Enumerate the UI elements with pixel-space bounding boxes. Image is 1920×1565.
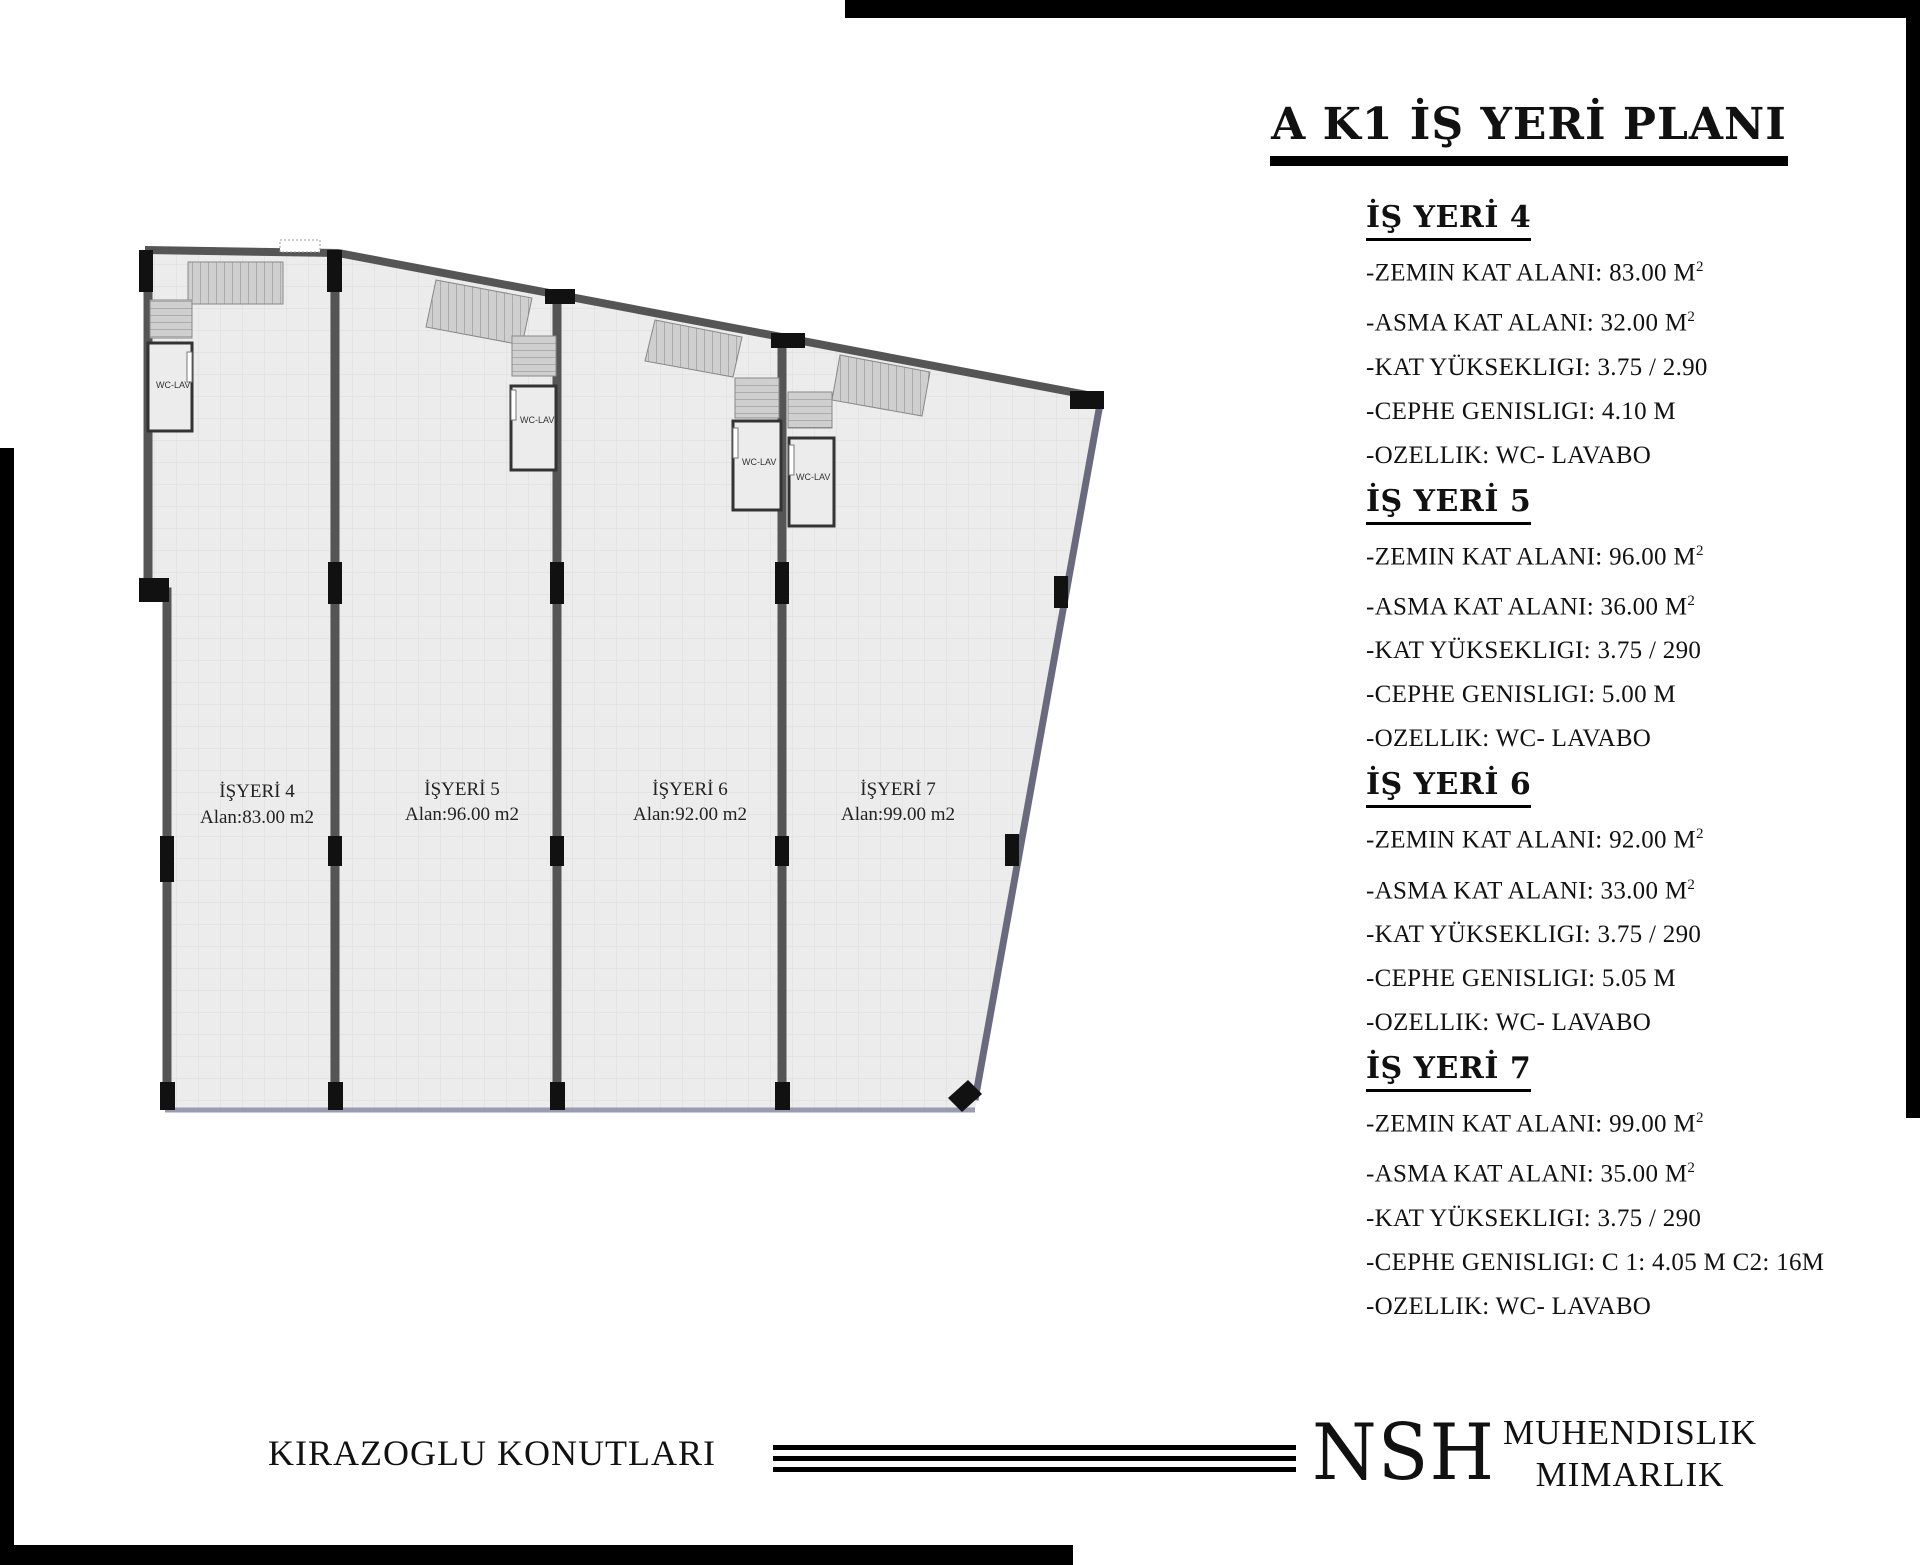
column [1054, 576, 1068, 608]
spec-line: -OZELLIK: WC- LAVABO [1366, 1292, 1652, 1320]
wc-label: WC-LAV [796, 472, 831, 482]
column [328, 836, 342, 866]
spec-line: -KAT YÜKSEKLIGI: 3.75 / 290 [1366, 637, 1702, 665]
wc-room [789, 438, 834, 526]
footer-rule [773, 1467, 1296, 1472]
room-name-isyeri-4: İŞYERİ 4 [219, 781, 295, 802]
footer-rule [773, 1456, 1296, 1461]
stair-flight [150, 300, 192, 338]
room-area-isyeri-4: Alan:83.00 m2 [200, 807, 314, 828]
wc-room [511, 386, 556, 470]
column [139, 578, 169, 602]
column [160, 836, 174, 882]
column [328, 1082, 343, 1110]
column [1070, 391, 1104, 409]
spec-line: -KAT YÜKSEKLIGI: 3.75 / 2.90 [1366, 353, 1708, 381]
room-name-isyeri-7: İŞYERİ 7 [860, 779, 936, 800]
spec-line: -CEPHE GENISLIGI: C 1: 4.05 M C2: 16M [1366, 1248, 1825, 1276]
room-area-isyeri-6: Alan:92.00 m2 [633, 804, 747, 825]
spec-group-isyeri-5 [1366, 482, 1906, 762]
column [1005, 834, 1019, 866]
unit-specs [1366, 198, 1906, 1329]
stair-flight [735, 378, 779, 418]
wc-label: WC-LAV [520, 415, 555, 425]
spec-line: -KAT YÜKSEKLIGI: 3.75 / 290 [1366, 1204, 1702, 1232]
page-title: A K1 İŞ YERİ PLANI [1271, 99, 1787, 150]
spec-group-isyeri-7 [1366, 1049, 1906, 1329]
spec-line: -ASMA KAT ALANI: 32.00 $M^2$ [1366, 309, 1696, 337]
column [550, 562, 564, 604]
door-opening [280, 240, 320, 252]
column [775, 562, 789, 604]
spec-line: -OZELLIK: WC- LAVABO [1366, 1008, 1652, 1036]
spec-line: -ASMA KAT ALANI: 33.00 $M^2$ [1366, 876, 1696, 904]
column [775, 836, 789, 866]
spec-group-isyeri-4 [1366, 198, 1906, 478]
stair-flight [512, 336, 556, 376]
room-name-isyeri-5: İŞYERİ 5 [424, 779, 500, 800]
spec-group-isyeri-6 [1366, 765, 1906, 1045]
title-underline [1270, 156, 1788, 166]
spec-line: -ZEMIN KAT ALANI: 96.00 $M^2$ [1366, 542, 1704, 570]
wc-label: WC-LAV [156, 380, 191, 390]
spec-line: -ASMA KAT ALANI: 36.00 $M^2$ [1366, 592, 1696, 621]
project-name: KIRAZOGLU KONUTLARI [268, 1433, 716, 1473]
column [550, 1082, 565, 1110]
column [327, 250, 342, 292]
spec-line: -ASMA KAT ALANI: 35.00 $M^2$ [1366, 1160, 1696, 1188]
footer-rule [773, 1445, 1296, 1450]
spec-line: -CEPHE GENISLIGI: 5.05 M [1366, 964, 1676, 992]
wc-door [187, 352, 192, 382]
column [550, 836, 564, 866]
spec-line: -ZEMIN KAT ALANI: 99.00 $M^2$ [1366, 1109, 1704, 1138]
stair-flight [188, 262, 283, 304]
spec-heading: İŞ YERİ 4 [1366, 198, 1531, 241]
firm-name [1490, 1412, 1770, 1496]
column [545, 289, 575, 304]
room-name-isyeri-6: İŞYERİ 6 [652, 779, 728, 800]
spec-line: -ZEMIN KAT ALANI: 83.00 $M^2$ [1366, 259, 1704, 287]
room-area-isyeri-5: Alan:96.00 m2 [405, 804, 519, 825]
spec-heading: İŞ YERİ 6 [1366, 765, 1531, 808]
column [328, 562, 342, 604]
column [160, 1082, 175, 1110]
spec-line: -CEPHE GENISLIGI: 5.00 M [1366, 681, 1676, 709]
wc-door [789, 445, 794, 475]
spec-line: -CEPHE GENISLIGI: 4.10 M [1366, 397, 1676, 425]
title-block [1270, 98, 1788, 166]
spec-heading: İŞ YERİ 7 [1366, 1049, 1531, 1092]
stair-flight [788, 392, 832, 428]
spec-heading: İŞ YERİ 5 [1366, 482, 1531, 525]
wc-label: WC-LAV [742, 457, 777, 467]
wc-door [733, 428, 738, 458]
column [775, 1082, 790, 1110]
column [771, 333, 805, 348]
spec-line: -OZELLIK: WC- LAVABO [1366, 725, 1652, 753]
spec-line: -OZELLIK: WC- LAVABO [1366, 441, 1652, 469]
room-area-isyeri-7: Alan:99.00 m2 [841, 804, 955, 825]
firm-name-line-1: MUHENDISLIK [1502, 1413, 1758, 1452]
firm-logo: NSH [1312, 1407, 1495, 1499]
spec-line: -KAT YÜKSEKLIGI: 3.75 / 290 [1366, 920, 1702, 948]
column [139, 250, 153, 292]
firm-name-line-2: MIMARLIK [1535, 1455, 1725, 1494]
wc-door [511, 390, 516, 420]
spec-line: -ZEMIN KAT ALANI: 92.00 $M^2$ [1366, 826, 1704, 854]
plan-floor [145, 250, 1103, 1110]
